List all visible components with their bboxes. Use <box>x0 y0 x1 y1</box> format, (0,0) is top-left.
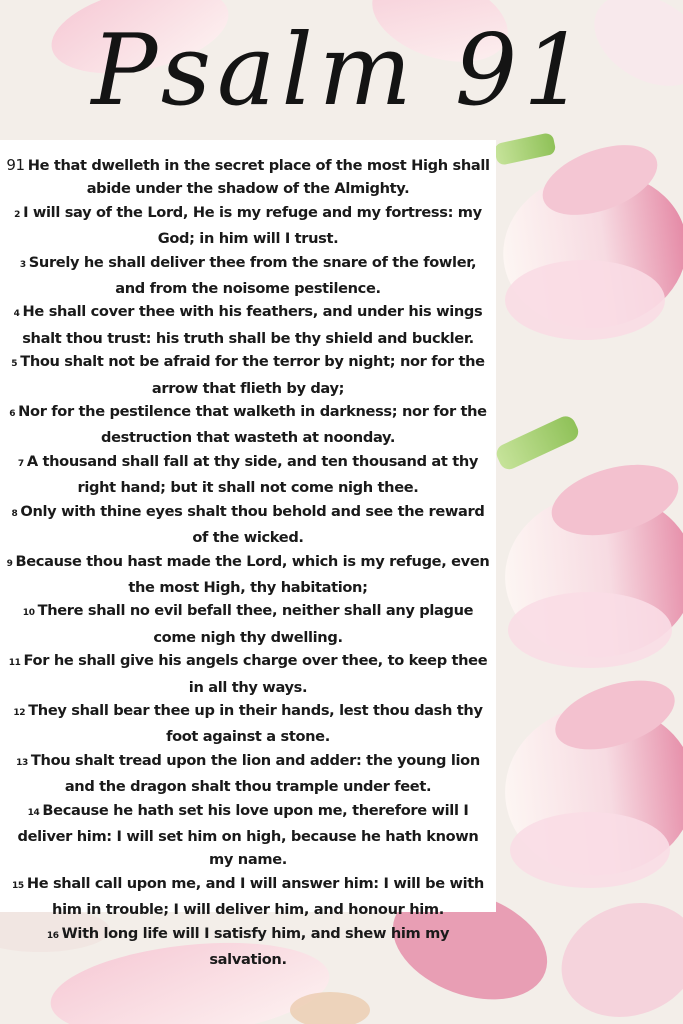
verse-text: Thou shalt tread upon the lion and adder: the young lion and the dragon shalt thou trample under feet. <box>30 751 480 796</box>
scripture-panel <box>0 140 496 968</box>
verse-number: 3 <box>19 259 26 270</box>
verse-number: 15 <box>12 880 24 891</box>
verse-text: Only with thine eyes shalt thou behold and see the reward of the wicked. <box>20 502 485 547</box>
verse-text: With long life will I satisfy him, and shew him my salvation. <box>61 924 450 968</box>
verse-text: Because thou hast made the Lord, which is my refuge, even the most High, thy habitation; <box>15 552 490 596</box>
verse-text: I will say of the Lord, He is my refuge and my fortress: my God; in him will I trust. <box>23 203 482 248</box>
verse-number: 91 <box>6 156 25 174</box>
page-title: Psalm 91 <box>91 14 592 128</box>
verse-text: There shall no evil befall thee, neither shall any plague come nigh thy dwelling. <box>37 602 474 646</box>
verse-text: He that dwelleth in the secret place of the most High shall abide under the shadow of the Almighty. <box>27 157 490 198</box>
verse-number: 4 <box>13 309 20 320</box>
verse-number: 13 <box>16 757 28 768</box>
verse-15 <box>6 872 490 922</box>
verse-12 <box>6 699 490 749</box>
verse-number: 9 <box>6 558 13 569</box>
verse-number: 7 <box>17 458 24 469</box>
verse-number: 8 <box>11 508 18 519</box>
verse-text: Thou shalt not be afraid for the terror by night; nor for the arrow that flieth by day; <box>20 353 485 397</box>
verse-11 <box>6 649 490 699</box>
verse-number: 6 <box>9 409 16 420</box>
verse-number: 2 <box>14 209 21 220</box>
verse-9 <box>6 550 490 600</box>
verse-3 <box>6 251 490 301</box>
verse-number: 16 <box>46 930 59 941</box>
verse-text: A thousand shall fall at thy side, and ten thousand at thy right hand; but it shall not come nigh thee. <box>26 452 479 497</box>
verse-1 <box>6 154 490 201</box>
verse-8 <box>6 500 490 550</box>
verse-16 <box>6 922 490 972</box>
verse-number: 5 <box>11 359 18 370</box>
verse-text: Because he hath set his love upon me, therefore will I deliver him: I will set him on high, because he hath known my name. <box>17 801 479 869</box>
verse-text: He shall cover thee with his feathers, and under his wings shalt thou trust: his truth shall be thy shield and buckler. <box>22 303 483 347</box>
verse-number: 14 <box>27 807 40 818</box>
verse-10 <box>6 599 490 649</box>
verse-4 <box>6 300 490 350</box>
verse-number: 10 <box>22 608 35 619</box>
verse-text: They shall bear thee up in their hands, lest thou dash thy foot against a stone. <box>28 701 483 746</box>
verse-13 <box>6 749 490 799</box>
verse-number: 12 <box>13 707 26 718</box>
verse-6 <box>6 400 490 450</box>
verse-14 <box>6 799 490 872</box>
verse-5 <box>6 350 490 400</box>
verse-text: Surely he shall deliver thee from the snare of the fowler, and from the noisome pestilence. <box>28 253 477 298</box>
verse-number: 11 <box>8 658 21 669</box>
verse-text: He shall call upon me, and I will answer him: I will be with him in trouble; I will deliver him, and honour him. <box>26 874 484 919</box>
verse-2 <box>6 201 490 251</box>
verse-text: For he shall give his angels charge over thee, to keep thee in all thy ways. <box>23 652 488 696</box>
verse-text: Nor for the pestilence that walketh in darkness; nor for the destruction that wasteth at noonday. <box>18 403 487 447</box>
verse-7 <box>6 450 490 500</box>
